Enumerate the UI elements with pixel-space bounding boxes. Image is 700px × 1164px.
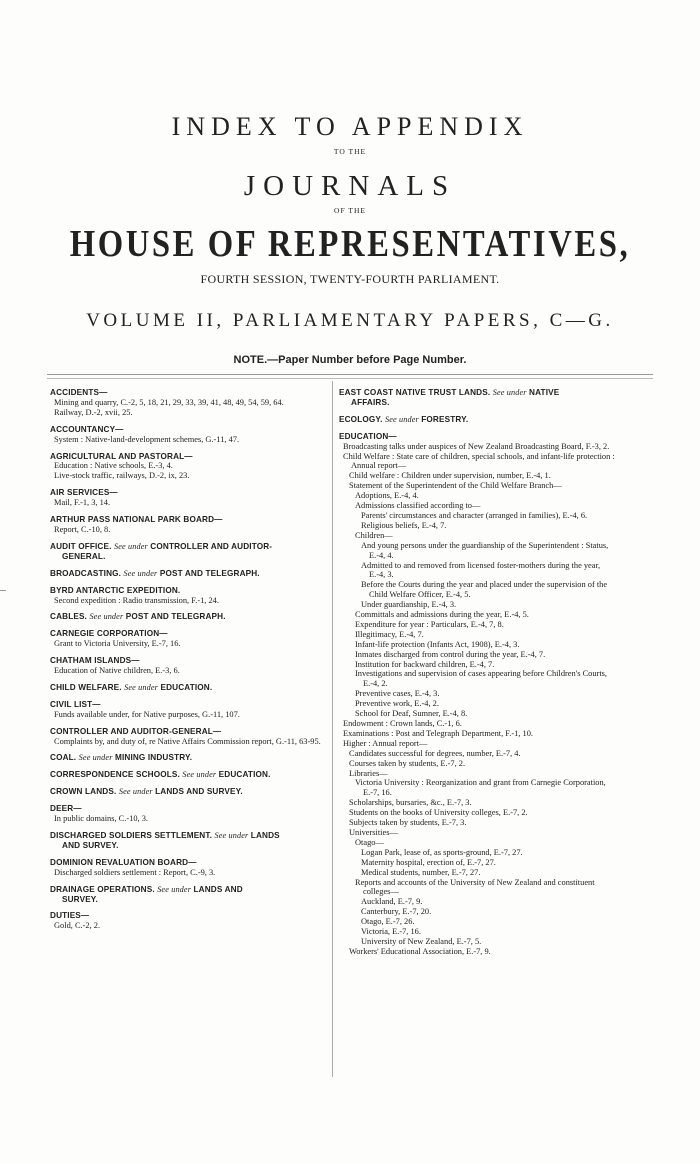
index-entry: [50, 586, 326, 606]
index-entry: [50, 858, 326, 878]
index-entry: [339, 415, 615, 425]
entry-heading-text: BYRD ANTARCTIC EXPEDITION.: [50, 585, 181, 595]
entry-subline: Endowment : Crown lands, C.-1, 6.: [343, 719, 462, 728]
entry-heading-text: CHATHAM ISLANDS—: [50, 656, 140, 666]
index-entry: [50, 388, 326, 418]
cross-reference-continued: AFFAIRS.: [351, 397, 390, 407]
entry-heading: [50, 683, 326, 693]
index-entry: [50, 787, 326, 797]
entry-heading-text: ACCOUNTANCY—: [50, 424, 124, 434]
entry-subline: Infant-life protection (Infants Act, 1908), E.-4, 3.: [355, 639, 520, 649]
index-entry: [50, 700, 326, 720]
note: NOTE.—Paper Number before Page Number.: [233, 354, 467, 366]
entry-heading: [50, 488, 326, 498]
entry-subline: Railway, D.-2, xvii, 25.: [54, 407, 133, 417]
see-under-label: See under: [113, 541, 148, 551]
index-entry: [50, 885, 326, 905]
entry-subline: Canterbury, E.-7, 20.: [361, 907, 432, 917]
title-index-to-appendix: INDEX TO APPENDIX: [171, 112, 529, 141]
entry-heading-text: BROADCASTING.: [50, 568, 122, 578]
index-entry: [339, 432, 615, 957]
entry-heading-text: ECOLOGY.: [339, 414, 383, 424]
entry-subline: Admissions classified according to—: [355, 501, 481, 511]
entry-heading-text: DRAINAGE OPERATIONS.: [50, 884, 155, 894]
entry-subline: University of New Zealand, E.-7, 5.: [361, 936, 482, 946]
margin-mark: [0, 590, 6, 591]
see-under-label: See under: [124, 682, 159, 692]
entry-heading-text: CIVIL LIST—: [50, 699, 101, 709]
entry-subline: Second expedition : Radio transmission, F.-1, 24.: [54, 595, 219, 605]
entry-subline: Complaints by, and duty of, re Native Affairs Commission report, G.-11, 63-95.: [54, 736, 321, 746]
index-entry: [50, 612, 326, 622]
entry-subline: Child welfare : Children under supervision, number, E.-4, 1.: [349, 471, 551, 481]
entry-subline: Libraries—: [349, 768, 388, 778]
cross-reference-target: NATIVE: [529, 388, 560, 397]
entry-subline: Candidates successful for degrees, number, E.-7, 4.: [349, 748, 521, 758]
entry-heading: [50, 388, 326, 398]
entry-subline: Investigations and supervision of cases appearing before Children's Courts, E.-4, 2.: [355, 669, 608, 689]
entry-subline: System : Native-land-development schemes, G.-11, 47.: [54, 434, 240, 444]
see-under-label: See under: [78, 753, 113, 763]
cross-reference-continued: GENERAL.: [62, 551, 106, 561]
entry-subline: Expenditure for year : Particulars, E.-4, 7, 8.: [355, 619, 504, 629]
entry-subline: Child Welfare : State care of children, special schools, and infant-life protection : Annual report—: [343, 451, 615, 471]
cross-reference-target: CONTROLLER AND AUDITOR-: [150, 541, 273, 551]
entry-heading-text: AUDIT OFFICE.: [50, 541, 112, 551]
see-under-label: See under: [118, 787, 153, 797]
entry-subline: Logan Park, lease of, as sports-ground, E.-7, 27.: [361, 847, 523, 857]
index-entry: [50, 753, 326, 763]
entry-subline: Institution for backward children, E.-4, 7.: [355, 659, 495, 669]
entry-heading: [50, 586, 326, 596]
entry-heading-text: DOMINION REVALUATION BOARD—: [50, 857, 197, 867]
entry-heading: [50, 656, 326, 666]
entry-subline: Otago—: [355, 837, 384, 847]
entry-heading: [339, 415, 615, 425]
entry-subline: Grant to Victoria University, E.-7, 16.: [54, 639, 181, 649]
entry-heading-text: AGRICULTURAL AND PASTORAL—: [50, 451, 193, 461]
entry-heading: [50, 753, 326, 763]
index-entry: [50, 452, 326, 482]
index-entry: [50, 569, 326, 579]
entry-subline: Statement of the Superintendent of the Child Welfare Branch—: [349, 481, 562, 491]
entry-subline: Mail, F.-1, 3, 14.: [54, 498, 111, 508]
entry-subline: Higher : Annual report—: [343, 738, 428, 748]
index-entry: [50, 656, 326, 676]
index-column-left: [50, 388, 326, 938]
entry-heading-text: COAL.: [50, 753, 77, 763]
entry-subline: And young persons under the guardianship of the Superintendent : Status, E.-4, 4.: [361, 540, 609, 560]
entry-heading-text: CROWN LANDS.: [50, 787, 117, 797]
entry-heading-text: CARNEGIE CORPORATION—: [50, 629, 168, 639]
entry-subline: Mining and quarry, C.-2, 5, 18, 21, 29, 33, 39, 41, 48, 49, 54, 59, 64.: [54, 397, 284, 407]
entry-subline: Report, C.-10, 8.: [54, 524, 111, 534]
entry-heading-text: CONTROLLER AND AUDITOR-GENERAL—: [50, 726, 222, 736]
index-entry: [50, 911, 326, 931]
entry-subline: Education of Native children, E.-3, 6.: [54, 666, 180, 676]
entry-subline: Scholarships, bursaries, &c., E.-7, 3.: [349, 798, 472, 808]
entry-subline: Workers' Educational Association, E.-7, 9.: [349, 946, 491, 956]
entry-subline: Committals and admissions during the year, E.-4, 5.: [355, 610, 529, 620]
entry-heading-text: CHILD WELFARE.: [50, 682, 122, 692]
cross-reference-target: LANDS AND: [193, 884, 243, 894]
entry-subline: Illegitimacy, E.-4, 7.: [355, 629, 424, 639]
entry-heading-text: CORRESPONDENCE SCHOOLS.: [50, 770, 180, 780]
entry-subline: Children—: [355, 530, 393, 540]
entry-heading: [50, 911, 326, 921]
index-entry: [50, 629, 326, 649]
entry-subline: Discharged soldiers settlement : Report, C.-9, 3.: [54, 867, 216, 877]
index-entry: [50, 804, 326, 824]
entry-subline: Examinations : Post and Telegraph Department, F.-1, 10.: [343, 728, 534, 738]
see-under-label: See under: [157, 884, 192, 894]
title-of-the: OF THE: [334, 206, 366, 215]
see-under-label: See under: [214, 831, 249, 840]
index-entry: [50, 831, 326, 851]
entry-subline: Auckland, E.-7, 9.: [361, 897, 423, 907]
entry-subline: Preventive work, E.-4, 2.: [355, 699, 439, 709]
title-journals: JOURNALS: [243, 170, 457, 202]
entry-heading: [50, 515, 326, 525]
entry-heading: [50, 831, 326, 851]
cross-reference-target: POST AND TELEGRAPH.: [125, 612, 226, 622]
entry-heading: [50, 858, 326, 868]
cross-reference-continued: AND SURVEY.: [62, 840, 119, 850]
entry-subline: Gold, C.-2, 2.: [54, 921, 101, 931]
divider-top: [47, 374, 653, 375]
title-house: HOUSE OF REPRESENTATIVES,: [69, 223, 631, 265]
entry-subline: In public domains, C.-10, 3.: [54, 814, 148, 824]
index-entry: [50, 770, 326, 780]
entry-subline: Adoptions, E.-4, 4.: [355, 491, 419, 501]
index-entry: [50, 515, 326, 535]
entry-heading: [50, 727, 326, 737]
entry-subline: Under guardianship, E.-4, 3.: [361, 600, 457, 610]
entry-heading-text: CABLES.: [50, 612, 87, 622]
entry-heading-text: DUTIES—: [50, 911, 90, 921]
cross-reference-continued: SURVEY.: [62, 894, 98, 904]
cross-reference-target: EDUCATION.: [218, 770, 271, 780]
entry-subline: Funds available under, for Native purposes, G.-11, 107.: [54, 709, 240, 719]
entry-subline: Universities—: [349, 827, 398, 837]
entry-subline: Broadcasting talks under auspices of New Zealand Broadcasting Board, F.-3, 2.: [343, 441, 610, 451]
entry-subline: Courses taken by students, E.-7, 2.: [349, 758, 466, 768]
entry-subline: Religious beliefs, E.-4, 7.: [361, 520, 447, 530]
entry-subline: Subjects taken by students, E.-7, 3.: [349, 818, 467, 828]
entry-subline: Parents' circumstances and character (arranged in families), E.-4, 6.: [361, 510, 588, 520]
entry-subline: Medical students, number, E.-7, 27.: [361, 867, 481, 877]
index-entry: [50, 542, 326, 562]
entry-subline: Education : Native schools, E.-3, 4.: [54, 461, 173, 471]
entry-subline: Students on the books of University colleges, E.-7, 2.: [349, 808, 528, 818]
entry-heading: [50, 452, 326, 462]
title-to-the: TO THE: [333, 147, 367, 156]
index-entry: [50, 683, 326, 693]
index-entry: [50, 488, 326, 508]
entry-subline: Victoria University : Reorganization and grant from Carnegie Corporation, E.-7, 16.: [355, 778, 606, 798]
entry-subline: Otago, E.-7, 26.: [361, 917, 415, 927]
see-under-label: See under: [492, 388, 527, 397]
entry-heading: [50, 629, 326, 639]
entry-heading-text: ARTHUR PASS NATIONAL PARK BOARD—: [50, 515, 223, 525]
entry-heading: [339, 432, 615, 442]
entry-heading: [50, 787, 326, 797]
entry-heading: [50, 425, 326, 435]
index-column-right: [339, 388, 615, 964]
title-session: FOURTH SESSION, TWENTY-FOURTH PARLIAMENT.: [200, 272, 500, 286]
see-under-label: See under: [384, 414, 419, 424]
entry-subline: School for Deaf, Sumner, E.-4, 8.: [355, 709, 468, 719]
cross-reference-target: MINING INDUSTRY.: [114, 753, 193, 763]
entry-subline: Before the Courts during the year and placed under the supervision of the Child Welfare Officer, E.-4, 5.: [361, 580, 608, 600]
entry-heading: [50, 770, 326, 780]
divider-bottom: [47, 378, 653, 379]
index-entry: [50, 425, 326, 445]
cross-reference-target: EDUCATION.: [160, 682, 213, 692]
cross-reference-target: POST AND TELEGRAPH.: [159, 568, 260, 578]
entry-subline: Admitted to and removed from licensed foster-mothers during the year, E.-4, 3.: [361, 560, 601, 580]
see-under-label: See under: [182, 770, 217, 780]
entry-heading-text: DISCHARGED SOLDIERS SETTLEMENT.: [50, 831, 213, 840]
entry-heading-text: DEER—: [50, 804, 82, 814]
entry-subline: Inmates discharged from control during the year, E.-4, 7.: [355, 649, 546, 659]
entry-heading: [50, 569, 326, 579]
entry-subline: Preventive cases, E.-4, 3.: [355, 689, 440, 699]
entry-heading: [50, 804, 326, 814]
entry-heading-text: EAST COAST NATIVE TRUST LANDS.: [339, 388, 491, 397]
entry-heading: [50, 700, 326, 710]
title-volume: VOLUME II, PARLIAMENTARY PAPERS, C—G.: [86, 310, 614, 331]
see-under-label: See under: [123, 568, 158, 578]
entry-subline: Reports and accounts of the University of New Zealand and constituent colleges—: [355, 877, 595, 897]
index-entry: [50, 727, 326, 747]
entry-subline: Victoria, E.-7, 16.: [361, 927, 421, 937]
index-entry: [339, 388, 615, 408]
cross-reference-target: FORESTRY.: [421, 414, 469, 424]
see-under-label: See under: [89, 612, 124, 622]
entry-heading: [50, 612, 326, 622]
entry-subline: Live-stock traffic, railways, D.-2, ix, 23.: [54, 471, 190, 481]
entry-heading: [50, 542, 326, 562]
column-divider: [332, 381, 333, 1077]
cross-reference-target: LANDS: [250, 831, 280, 840]
entry-heading: [339, 388, 615, 408]
entry-subline: Maternity hospital, erection of, E.-7, 27.: [361, 857, 496, 867]
cross-reference-target: LANDS AND SURVEY.: [155, 787, 243, 797]
entry-heading-text: ACCIDENTS—: [50, 388, 108, 397]
entry-heading: [50, 885, 326, 905]
entry-heading-text: AIR SERVICES—: [50, 488, 118, 498]
entry-heading-text: EDUCATION—: [339, 431, 397, 441]
